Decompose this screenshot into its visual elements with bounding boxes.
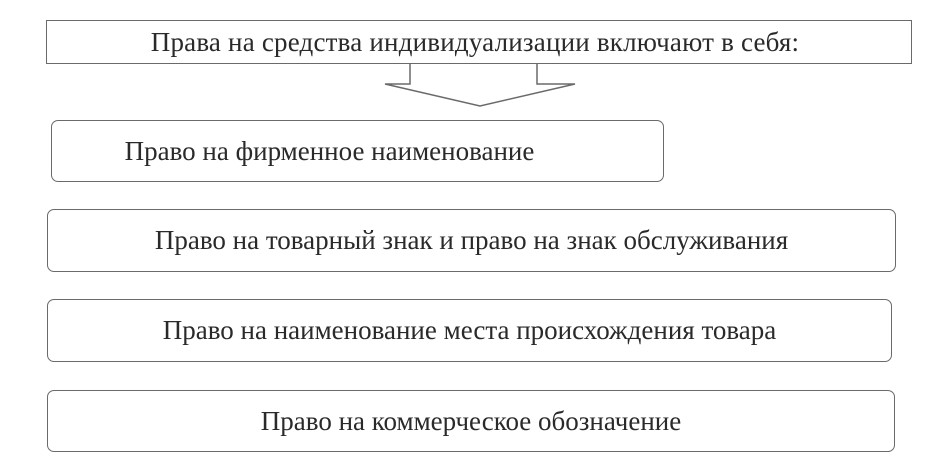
item-label: Право на наименование места происхождения товара xyxy=(162,315,777,345)
item-box-place-of-origin xyxy=(47,299,892,362)
item-box-trade-name xyxy=(51,120,664,182)
item-label: Право на фирменное наименование xyxy=(124,135,535,166)
down-arrow-icon xyxy=(380,62,580,112)
header-text: Права на средства индивидуализации включают в себя: xyxy=(150,26,800,57)
item-box-trademark xyxy=(47,209,896,272)
item-label: Право на товарный знак и право на знак обслуживания xyxy=(154,225,789,255)
item-label: Право на коммерческое обозначение xyxy=(260,405,682,436)
header-box xyxy=(46,20,912,64)
item-box-commercial-designation xyxy=(47,390,895,452)
